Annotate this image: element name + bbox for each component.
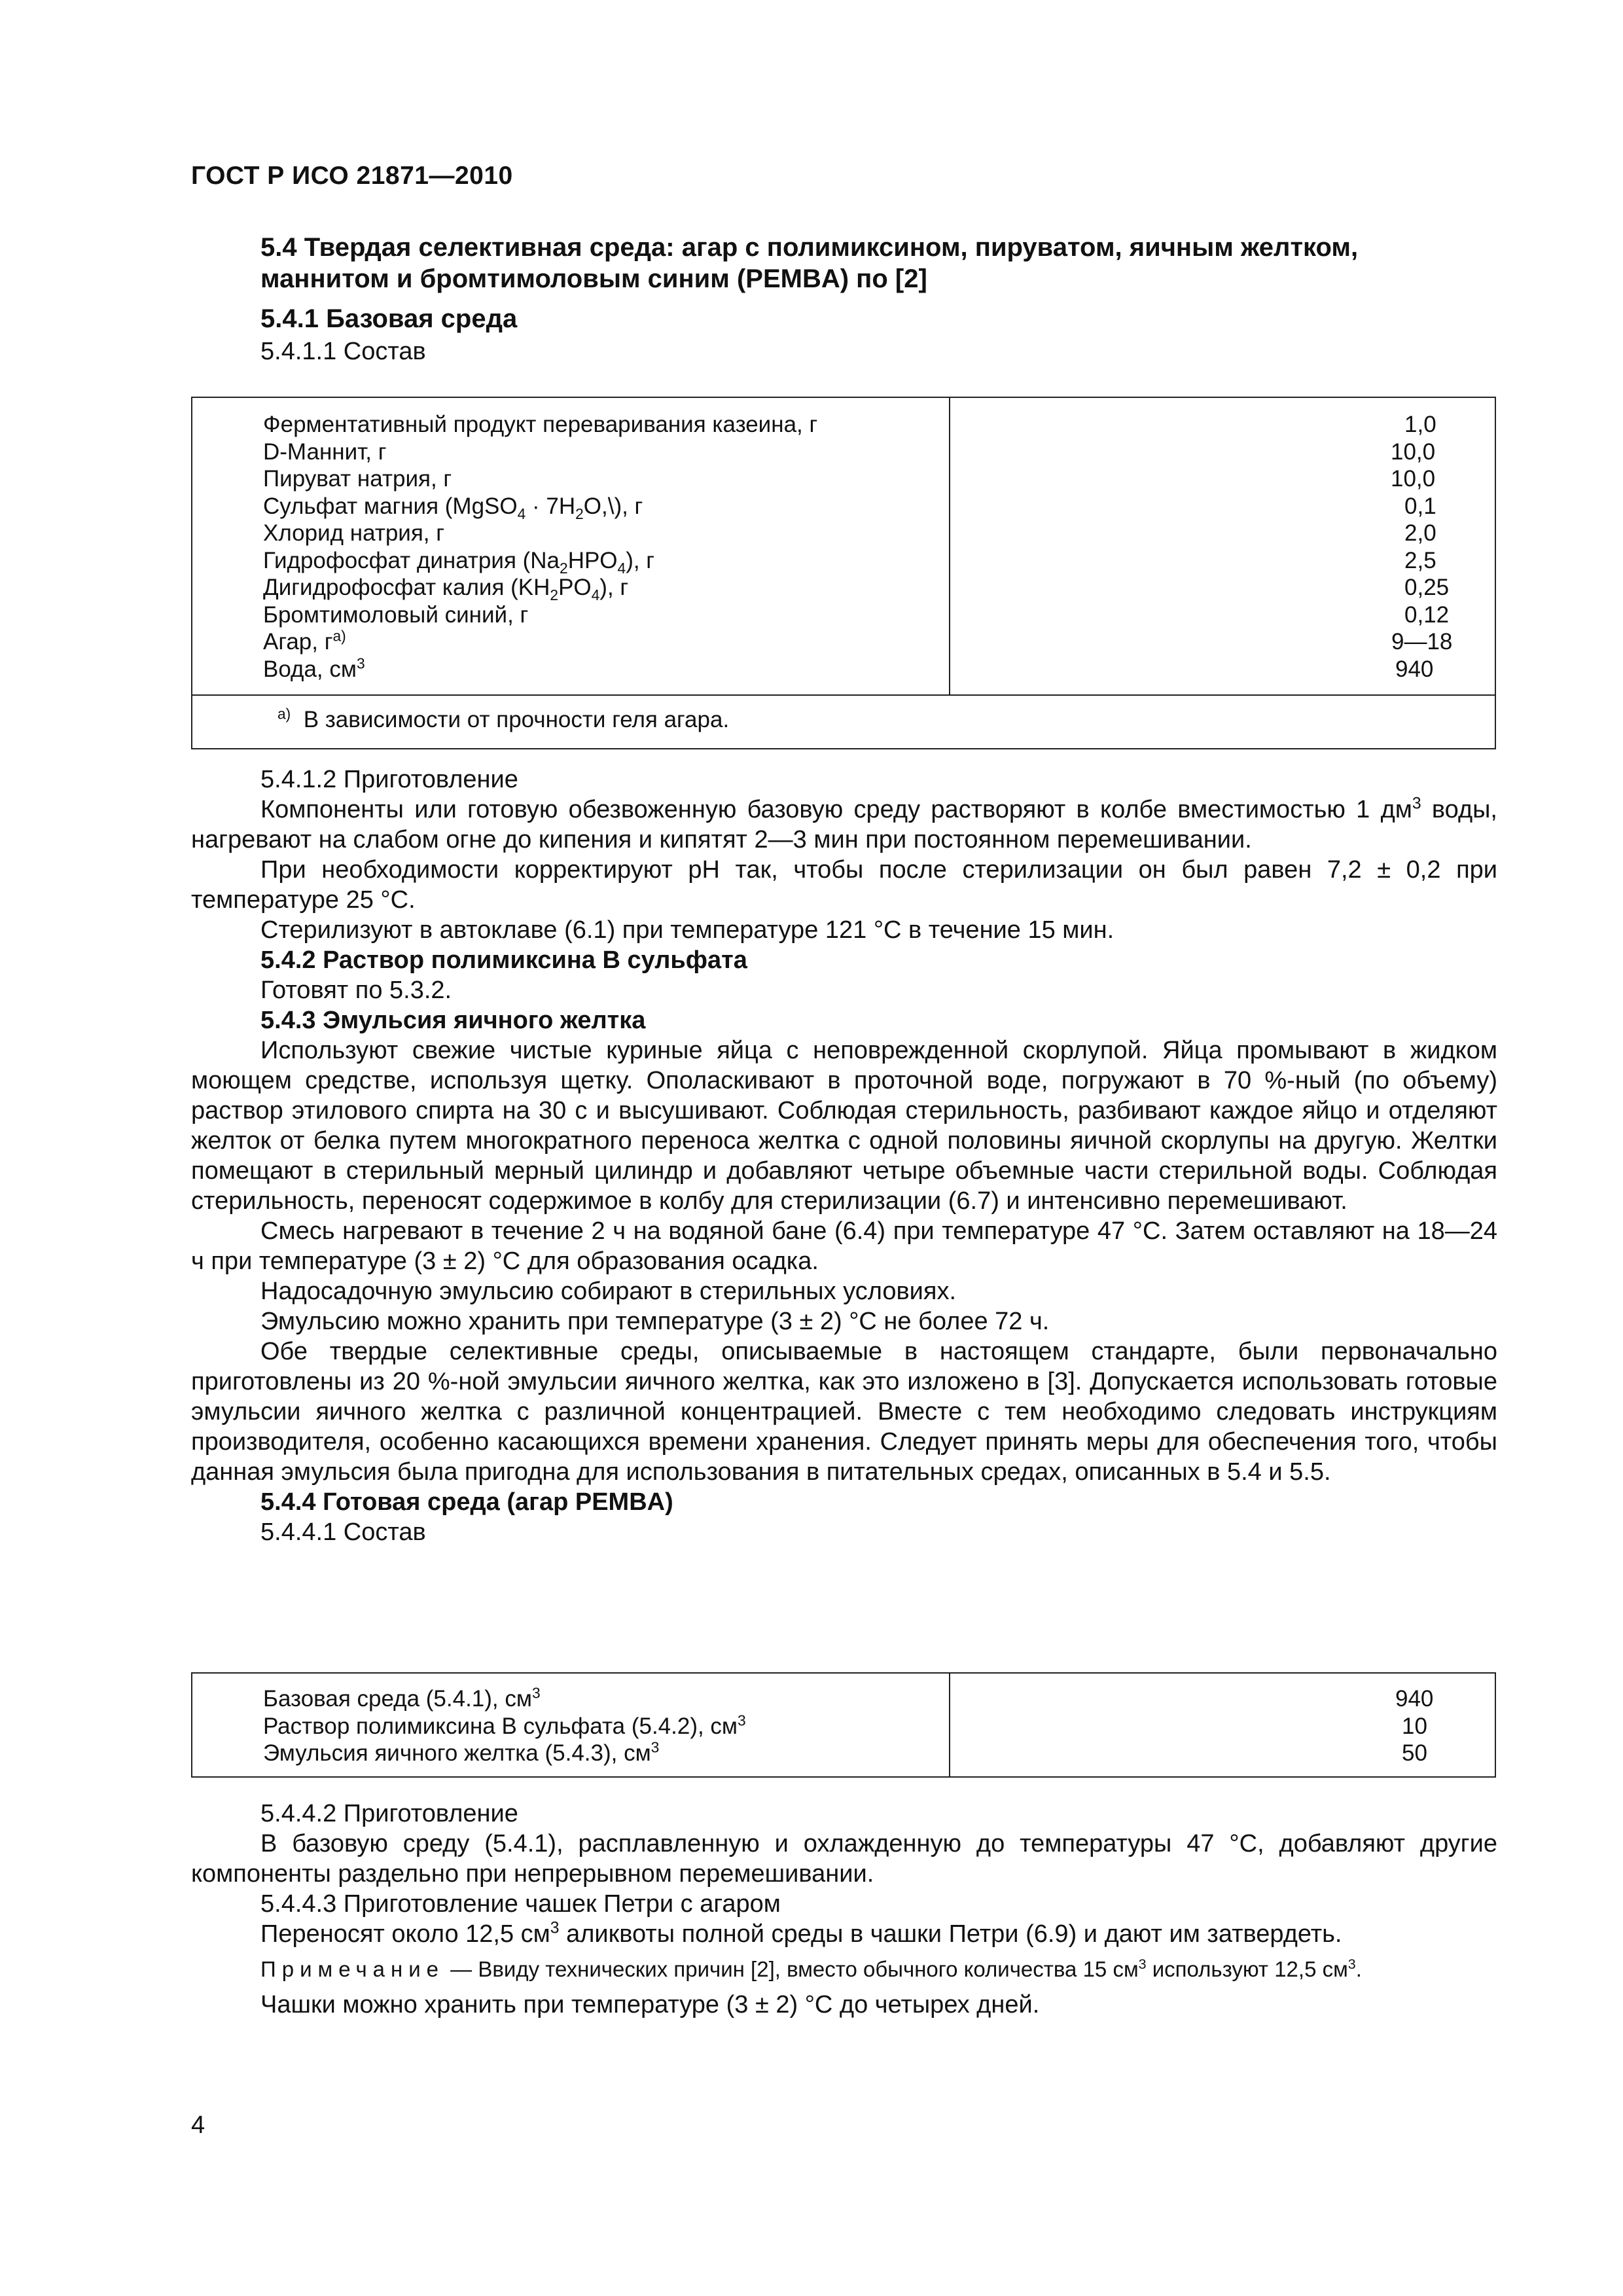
subsection-title: 5.4.3 Эмульсия яичного желтка bbox=[260, 1007, 646, 1034]
clause-title: 5.4.4.2 Приготовление bbox=[260, 1800, 518, 1827]
table-row-item: Пируват натрия, г bbox=[263, 466, 452, 492]
clause-title: 5.4.4.1 Состав bbox=[260, 1518, 426, 1546]
table-row-value: 10,0 bbox=[1391, 466, 1436, 492]
subsection-title: 5.4.4 Готовая среда (агар PEMBA) bbox=[260, 1488, 673, 1516]
table-row-item: Сульфат магния (MgSO$_4$ · $7H_2O,\backslash$), г bbox=[263, 493, 643, 522]
clause-title: 5.4.4.3 Приготовление чашек Петри с агаром bbox=[260, 1890, 781, 1918]
table-row-item: Эмульсия яичного желтка (5.4.3), $см^3$ bbox=[263, 1738, 660, 1766]
paragraph: Стерилизуют в автоклаве (6.1) при температуре 121 °С в течение 15 мин. bbox=[260, 916, 1115, 944]
clause-title: 5.4.1.1 Состав bbox=[260, 338, 426, 365]
table-row-item: Раствор полимиксина В сульфата (5.4.2), $см^3$ bbox=[263, 1711, 746, 1739]
table-row-item: Ферментативный продукт переваривания казеина, г bbox=[263, 412, 818, 437]
table-row-item: Гидрофосфат динатрия $(Na_2HPO_4)$, г bbox=[263, 547, 655, 577]
table-items-column bbox=[192, 398, 950, 694]
page-number: 4 bbox=[191, 2111, 205, 2139]
paragraph: В базовую среду (5.4.1), расплавленную и охлажденную до температуры 47 °С, добавляют другие компоненты раздельно при непрерывном перемешивании. bbox=[191, 1830, 1497, 1888]
section-title: 5.4 Твердая селективная среда: агар с полимиксином, пируватом, яичным желтком, маннитом и бромтимоловым синим (PEMBA) по [2] bbox=[260, 233, 1359, 293]
table-row-value: 2,0 bbox=[1404, 520, 1436, 546]
table-row-value: 50 bbox=[1402, 1740, 1427, 1766]
clause-title: 5.4.1.2 Приготовление bbox=[260, 766, 518, 793]
table-row-item: Базовая среда (5.4.1), $см^3$ bbox=[263, 1684, 541, 1712]
table-row-value: 9—18 bbox=[1391, 629, 1453, 655]
subsection-title: 5.4.1 Базовая среда bbox=[260, 304, 518, 333]
table-values-column bbox=[950, 1674, 1495, 1776]
table-row-value: 940 bbox=[1395, 656, 1434, 682]
table-row-value: 940 bbox=[1395, 1686, 1434, 1712]
table-footnote: $^{a)}$ В зависимости от прочности геля агара. bbox=[192, 694, 1495, 748]
table-row-item: Бромтимоловый синий, г bbox=[263, 601, 529, 628]
table-row-value: 0,1 bbox=[1404, 493, 1436, 519]
final-medium-table bbox=[191, 1672, 1496, 1778]
paragraph: Используют свежие чистые куриные яйца с неповрежденной скорлупой. Яйца промывают в жидком моющем средстве, используя щетку. Ополаскивают в проточной воде, погружают в 70 %-ный (по объему) раствор этилового спирта на 30 с и высушивают. Соблюдая стерильность, разбивают каждое яйцо и отделяют желток от белка путем многократного переноса желтка с одной половины яичной скорлупы на другую. Желтки помещают в стерильный мерный цилиндр и добавляют четыре объемные части стерильной воды. Соблюдая стерильность, переносят содержимое в колбу для стерилизации (6.7) и интенсивно перемешивают. bbox=[191, 1037, 1497, 1215]
table-row-item: Дигидрофосфат калия $(KH_2PO_4)$, г bbox=[263, 575, 629, 603]
paragraph: Чашки можно хранить при температуре (3 ± 2) °С до четырех дней. bbox=[260, 1991, 1040, 2018]
paragraph: Смесь нагревают в течение 2 ч на водяной бане (6.4) при температуре 47 °С. Затем оставляют на 18—24 ч при температуре (3 ± 2) °С для образования осадка. bbox=[191, 1217, 1497, 1275]
table-row-item: Вода, $см^3$ bbox=[263, 654, 365, 682]
paragraph: Компоненты или готовую обезвоженную базовую среду растворяют в колбе вместимостью 1 $дм^3$ воды, нагревают на слабом огне до кипения и кипятят 2—3 мин при постоянном перемешивании. bbox=[191, 795, 1497, 853]
paragraph: Надосадочную эмульсию собирают в стерильных условиях. bbox=[260, 1278, 957, 1305]
table-row-value: 0,12 bbox=[1404, 601, 1450, 628]
subsection-title: 5.4.2 Раствор полимиксина В сульфата bbox=[260, 946, 747, 974]
table-row-item: D-Маннит, г bbox=[263, 439, 387, 465]
table-row-item: Хлорид натрия, г bbox=[263, 520, 445, 546]
table-row-value: 0,25 bbox=[1404, 575, 1450, 600]
table-items-column bbox=[192, 1674, 950, 1776]
table-row-value: 2,5 bbox=[1404, 547, 1436, 573]
table-row-value: 10 bbox=[1402, 1713, 1427, 1739]
paragraph: Эмульсию можно хранить при температуре (3 ± 2) °С не более 72 ч. bbox=[260, 1308, 1050, 1335]
table-row-value: 1,0 bbox=[1404, 412, 1436, 437]
paragraph: Переносят около 12,5 $см^3$ аликвоты полной среды в чашки Петри (6.9) и дают им затвердеть. bbox=[260, 1919, 1342, 1948]
body-text-block bbox=[191, 1799, 1497, 2020]
standard-header: ГОСТ Р ИСО 21871—2010 bbox=[191, 162, 513, 190]
note: Примечание — Ввиду технических причин [2], вместо обычного количества 15 $см^3$ используют 12,5 $см^3$. bbox=[260, 1956, 1362, 1981]
table-row-item: Агар, $г^{a)}$ bbox=[263, 627, 346, 655]
paragraph: Обе твердые селективные среды, описываемые в настоящем стандарте, были первоначально приготовлены из 20 %-ной эмульсии яичного желтка, как это изложено в [3]. Допускается использовать готовые эмульсии яичного желтка с различной концентрацией. Вместе с тем необходимо следовать инструкциям производителя, особенно касающихся времени хранения. Следует принять меры для обеспечения того, чтобы данная эмульсия была пригодна для использования в питательных средах, описанных в 5.4 и 5.5. bbox=[191, 1338, 1497, 1486]
composition-table bbox=[191, 397, 1496, 749]
paragraph: Готовят по 5.3.2. bbox=[260, 977, 452, 1004]
body-text-block bbox=[191, 764, 1497, 1547]
table-values-column bbox=[950, 398, 1495, 694]
paragraph: При необходимости корректируют pH так, чтобы после стерилизации он был равен 7,2 ± 0,2 при температуре 25 °С. bbox=[191, 856, 1497, 914]
table-row-value: 10,0 bbox=[1391, 439, 1436, 465]
